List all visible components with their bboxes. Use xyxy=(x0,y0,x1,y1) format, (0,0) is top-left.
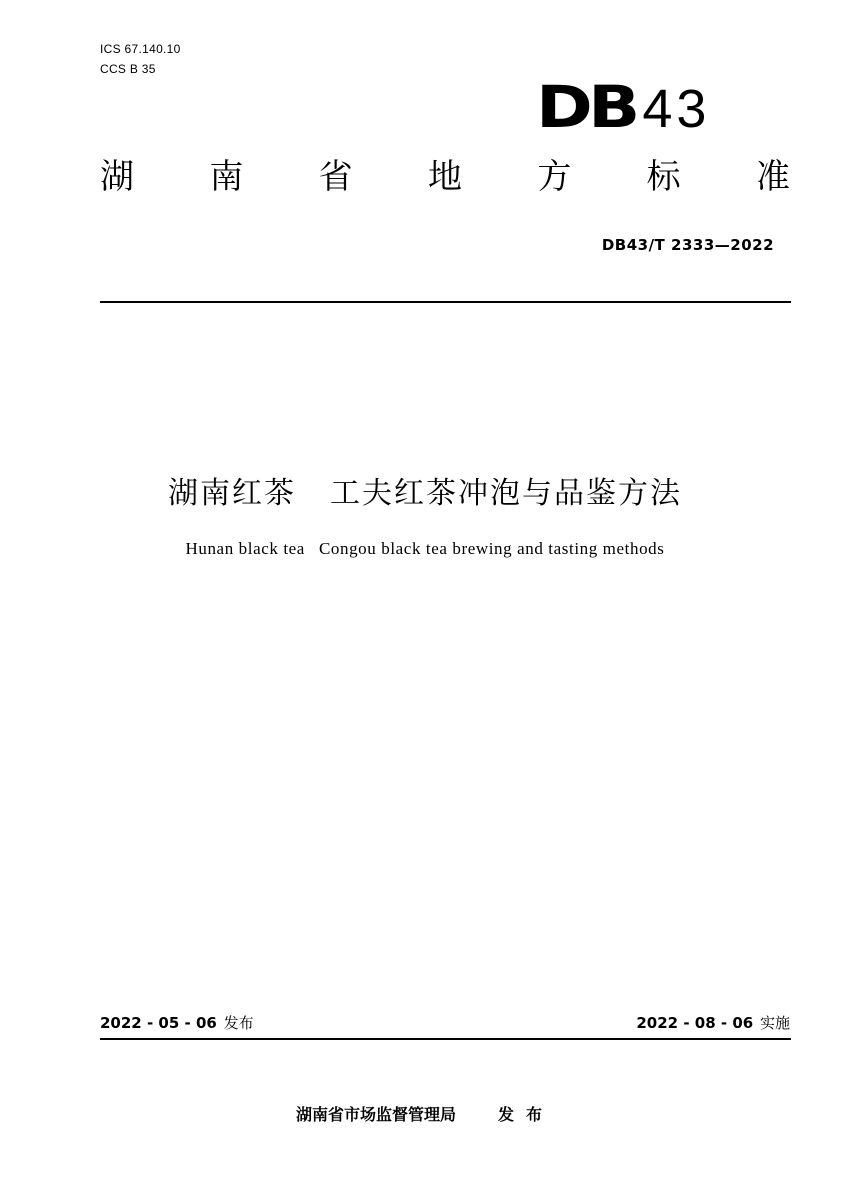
standard-type-char: 湖 xyxy=(100,157,134,197)
db-province-number: 43 xyxy=(642,79,711,139)
publisher-name: 湖南省市场监督管理局 xyxy=(295,1105,456,1124)
standard-type-char: 省 xyxy=(318,157,353,197)
issue-date: 2022 - 05 - 06 xyxy=(100,1014,217,1032)
publisher-action: 发布 xyxy=(498,1105,555,1124)
standard-type-char: 方 xyxy=(537,157,572,197)
ccs-code: CCS B 35 xyxy=(100,62,156,76)
db-logo xyxy=(536,73,711,141)
standard-type-char: 准 xyxy=(755,157,790,197)
title-en-part2: Congou black tea brewing and tasting methods xyxy=(318,539,665,558)
title-cn-part2: 工夫红茶冲泡与品鉴方法 xyxy=(330,476,682,511)
db-mark: DB xyxy=(536,73,636,141)
title-cn-part1: 湖南红茶 xyxy=(168,476,296,511)
implement-label: 实施 xyxy=(759,1014,790,1032)
standard-type-char: 标 xyxy=(646,157,681,197)
standard-type-char: 南 xyxy=(209,157,244,197)
standard-code: DB43/T 2333—2022 xyxy=(601,236,774,254)
title-en-part1: Hunan black tea xyxy=(185,539,305,558)
document-title-en xyxy=(0,539,850,559)
ics-code: ICS 67.140.10 xyxy=(100,42,181,56)
bottom-divider xyxy=(100,1038,791,1040)
publisher-line xyxy=(0,1102,850,1125)
standard-type-char: 地 xyxy=(427,157,462,197)
implement-date-block xyxy=(636,1016,790,1031)
document-title-cn xyxy=(0,468,850,512)
issue-date-block xyxy=(100,1016,254,1031)
issue-label: 发布 xyxy=(223,1014,254,1032)
top-divider xyxy=(100,301,791,303)
standard-type-title xyxy=(100,157,790,197)
implement-date: 2022 - 08 - 06 xyxy=(636,1014,754,1032)
